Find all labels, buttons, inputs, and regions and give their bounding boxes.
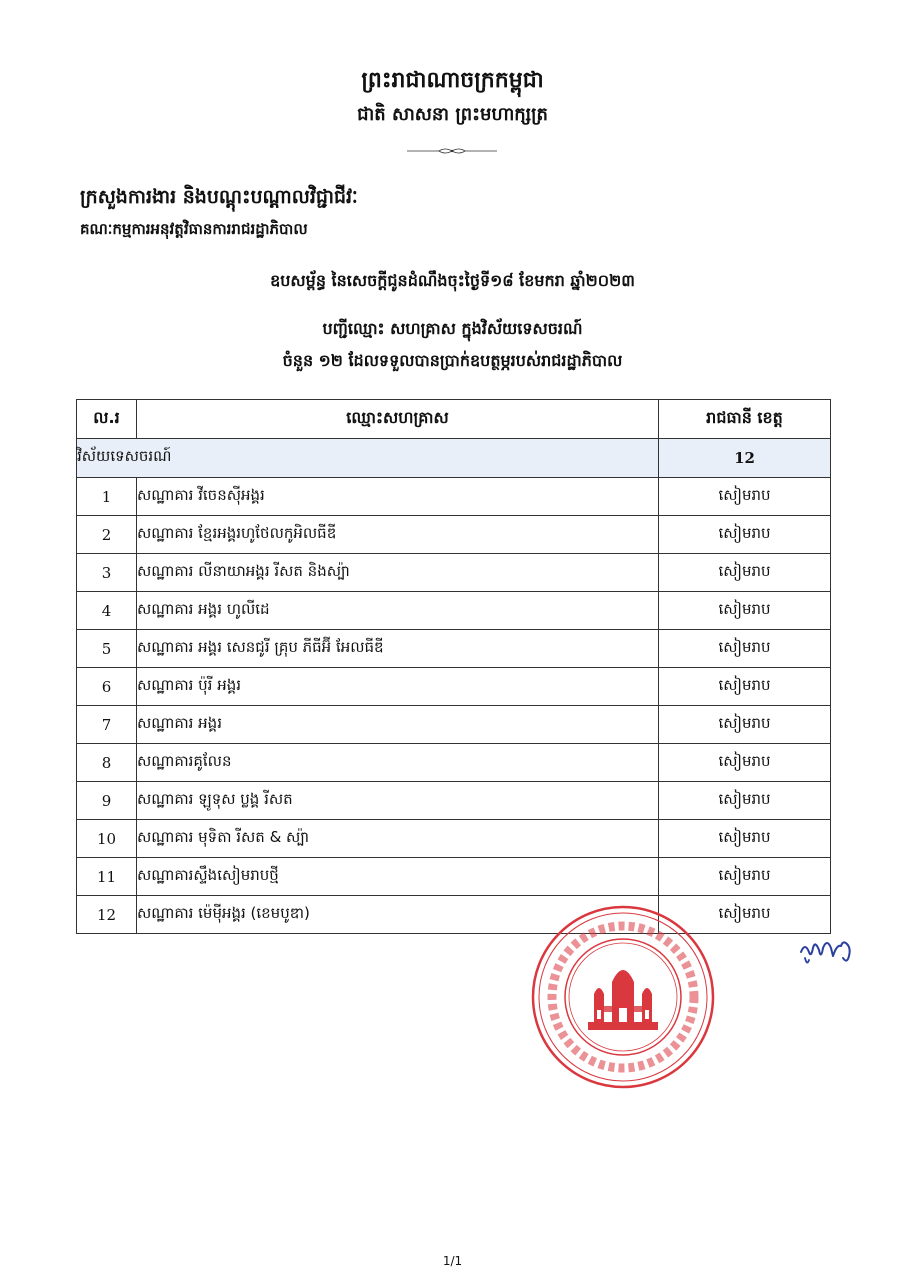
hotel-name: សណ្ឋាគារ លីនាយាអង្គរ រីសត និងស្ប៉ា (137, 554, 659, 592)
table-row (77, 516, 831, 554)
table-row (77, 478, 831, 516)
province-name: សៀមរាប (659, 896, 831, 934)
divider-ornament-icon (407, 146, 497, 156)
table-header-row (77, 400, 831, 439)
row-number: 11 (77, 858, 137, 896)
row-number: 3 (77, 554, 137, 592)
hotel-name: សណ្ឋាគារស្ទឹងសៀមរាបថ្មី (137, 858, 659, 896)
row-number: 4 (77, 592, 137, 630)
table-row (77, 592, 831, 630)
province-name: សៀមរាប (659, 820, 831, 858)
table-row (77, 782, 831, 820)
enterprise-table (76, 399, 831, 934)
row-number: 5 (77, 630, 137, 668)
national-motto: ជាតិ សាសនា ព្រះមហាក្សត្រ (357, 104, 548, 125)
table-row (77, 668, 831, 706)
province-name: សៀមរាប (659, 478, 831, 516)
handwritten-signature-icon (797, 934, 859, 972)
hotel-name: សណ្ឋាគារ ឡូទុស ប្លង្គ រីសត (137, 782, 659, 820)
table-row (77, 706, 831, 744)
row-number: 9 (77, 782, 137, 820)
hotel-name: សណ្ឋាគារគូលែន (137, 744, 659, 782)
table-row (77, 858, 831, 896)
province-name: សៀមរាប (659, 592, 831, 630)
list-subtitle: ចំនួន ១២ ដែលទទួលបានប្រាក់ឧបត្ថម្ភរបស់រាជរដ្ឋាភិបាល (282, 351, 623, 370)
hotel-name: សណ្ឋាគារ វីចេនស៊ីអង្គរ (137, 478, 659, 516)
table-row (77, 554, 831, 592)
hotel-name: សណ្ឋាគារ អង្គរ ហូលីដេ (137, 592, 659, 630)
province-name: សៀមរាប (659, 516, 831, 554)
angkor-temple-seal-icon (528, 902, 718, 1092)
header-name: ឈ្មោះសហគ្រាស (137, 400, 659, 439)
row-number: 8 (77, 744, 137, 782)
row-number: 7 (77, 706, 137, 744)
list-title: បញ្ជីឈ្មោះ សហគ្រាស ក្នុងវិស័យទេសចរណ៍ (322, 319, 583, 338)
province-name: សៀមរាប (659, 782, 831, 820)
province-name: សៀមរាប (659, 554, 831, 592)
row-number: 6 (77, 668, 137, 706)
sector-count: 12 (659, 439, 831, 478)
ministry-name: ក្រសួងការងារ និងបណ្តុះបណ្តាលវិជ្ជាជីវៈ (80, 186, 358, 208)
hotel-name: សណ្ឋាគារ ម៉េម៉ីអង្គរ (ខេមបូឌា) (137, 896, 659, 934)
province-name: សៀមរាប (659, 858, 831, 896)
province-name: សៀមរាប (659, 744, 831, 782)
row-number: 12 (77, 896, 137, 934)
hotel-name: សណ្ឋាគារ ខ្មែរអង្គរហូថែលកូអិលធីឌី (137, 516, 659, 554)
table-row (77, 820, 831, 858)
hotel-name: សណ្ឋាគារ អង្គរ (137, 706, 659, 744)
hotel-name: សណ្ឋាគារ ប៉ុរី អង្គរ (137, 668, 659, 706)
committee-name: គណៈកម្មការអនុវត្តវិធានការរាជរដ្ឋាភិបាល (80, 220, 308, 238)
hotel-name: សណ្ឋាគារ មុទិតា រីសត & ស្ប៉ា (137, 820, 659, 858)
row-number: 2 (77, 516, 137, 554)
annex-title: ឧបសម្ព័ន្ធ នៃសេចក្តីជូនដំណឹងចុះថ្ងៃទី១៨ ខែមករា ឆ្នាំ២០២៣ (270, 271, 635, 290)
header-province: រាជធានី ខេត្ត (659, 400, 831, 439)
table-row (77, 630, 831, 668)
row-number: 1 (77, 478, 137, 516)
kingdom-heading: ព្រះរាជាណាចក្រកម្ពុជា (361, 68, 544, 93)
sector-row (77, 439, 831, 478)
page-number: 1/1 (442, 1254, 463, 1268)
province-name: សៀមរាប (659, 706, 831, 744)
row-number: 10 (77, 820, 137, 858)
table-row (77, 744, 831, 782)
header-no: ល.រ (77, 400, 137, 439)
hotel-name: សណ្ឋាគារ អង្គរ សេនជូរី គ្រុប ភីធីអ៊ី អែលធីឌី (137, 630, 659, 668)
sector-label: វិស័យទេសចរណ៍ (77, 439, 659, 478)
province-name: សៀមរាប (659, 668, 831, 706)
province-name: សៀមរាប (659, 630, 831, 668)
